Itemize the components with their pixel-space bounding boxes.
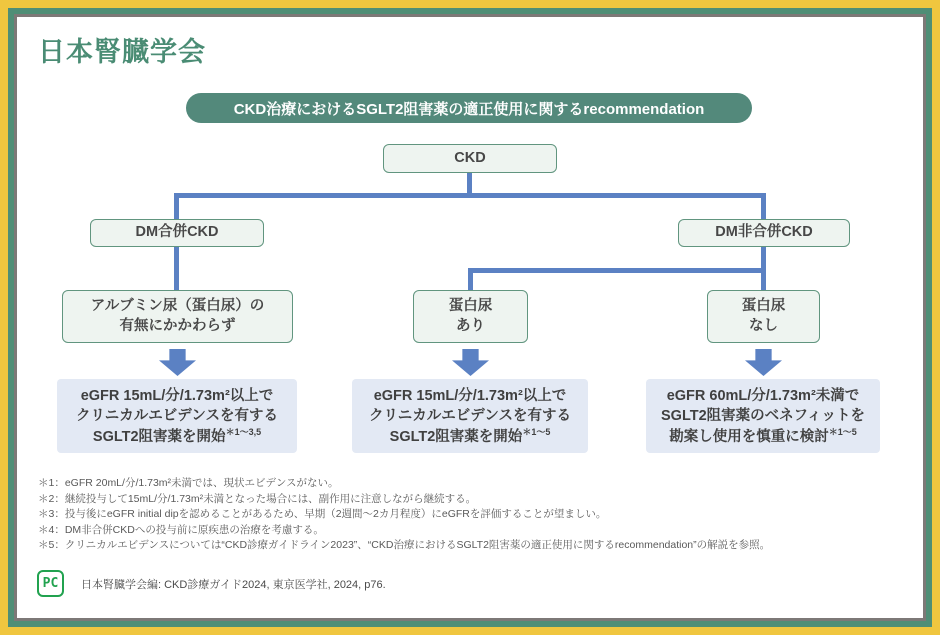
condition-line: 有無にかかわらず — [119, 317, 236, 334]
green-frame — [8, 8, 932, 627]
condition-line: あり — [456, 317, 485, 334]
condition-line: 蛋白尿 — [448, 297, 493, 314]
footnote-1: ＊1：eGFR 20mL/分/1.73m²未満では、現状エビデンスがない。 — [38, 477, 339, 489]
node-non-dm-ckd: DM非合併CKD — [678, 219, 850, 247]
outcome-line: eGFR 60mL/分/1.73m²未満で — [666, 387, 860, 404]
footnote-ref: ＊1～5 — [828, 426, 857, 437]
outcome-line: クリニカルエビデンスを有する — [76, 407, 278, 424]
footnote-ref: ＊1～3,5 — [225, 426, 262, 437]
down-arrow-icon — [745, 349, 782, 376]
recommendation-banner: CKD治療におけるSGLT2阻害薬の適正使用に関するrecommendation — [186, 93, 752, 123]
pc-logo-icon: PC — [37, 570, 64, 597]
outcome-line: SGLT2阻害薬を開始$^{*1\sim 5}$ — [389, 426, 551, 445]
node-ckd: CKD — [383, 144, 557, 173]
connector-left-down — [174, 247, 179, 290]
footnote-2: ＊2：継続投与して15mL/分/1.73m²未満となった場合には、副作用に注意しながら継続する。 — [38, 492, 477, 505]
condition-line: 蛋白尿 — [741, 297, 786, 314]
gray-frame — [14, 14, 926, 621]
outcome-line: 勘案し使用を慎重に検討$^{*1\sim 5}$ — [669, 426, 857, 445]
connector-level1-horizontal — [174, 193, 766, 198]
connector-to-proteinuria-no — [761, 273, 766, 290]
down-arrow-icon — [159, 349, 196, 376]
condition-line: なし — [749, 317, 778, 334]
connector-to-branch-right — [761, 198, 766, 219]
page-content — [17, 17, 923, 618]
citation: 日本腎臓学会編: CKD診療ガイド2024, 東京医学社, 2024, p76. — [81, 578, 386, 591]
outcome-start-sglt2-dm — [57, 379, 297, 453]
outcome-line: SGLT2阻害薬のベネフィットを — [661, 407, 865, 424]
connector-to-proteinuria-yes — [468, 273, 473, 290]
connector-to-branch-left — [174, 198, 179, 219]
footnote-4: ＊4：DM非合併CKDへの投与前に原疾患の治療を考慮する。 — [38, 523, 324, 536]
outcome-line: eGFR 15mL/分/1.73m²以上で — [373, 387, 567, 404]
node-proteinuria-yes — [413, 290, 528, 343]
node-albuminuria-any — [62, 290, 293, 343]
down-arrow-icon — [452, 349, 489, 376]
connector-level2-horizontal — [468, 268, 766, 273]
outcome-line: クリニカルエビデンスを有する — [369, 407, 571, 424]
footnote-3: ＊3：投与後にeGFR initial dipを認めることがあるため、早期（2週間～2カ月程度）にeGFRを評価することが望ましい。 — [38, 508, 607, 520]
footnotes — [38, 476, 770, 554]
node-dm-ckd: DM合併CKD — [90, 219, 264, 247]
condition-line: アルブミン尿（蛋白尿）の — [90, 297, 265, 314]
footnote-ref: ＊1～5 — [522, 426, 551, 437]
outcome-consider-carefully — [646, 379, 880, 453]
footer — [37, 570, 386, 597]
org-title: 日本腎臓学会 — [38, 37, 206, 67]
footnote-5: ＊5：クリニカルエビデンスについては“CKD診療ガイドライン2023”、“CKD治療におけるSGLT2阻害薬の適正使用に関するrecommendation”の解説を参照。 — [38, 539, 771, 551]
node-proteinuria-no — [707, 290, 820, 343]
outcome-line: SGLT2阻害薬を開始$^{*1\sim 3,5}$ — [92, 426, 262, 445]
outcome-line: eGFR 15mL/分/1.73m²以上で — [80, 387, 274, 404]
outcome-start-sglt2-nondm-proteinuria — [352, 379, 588, 453]
